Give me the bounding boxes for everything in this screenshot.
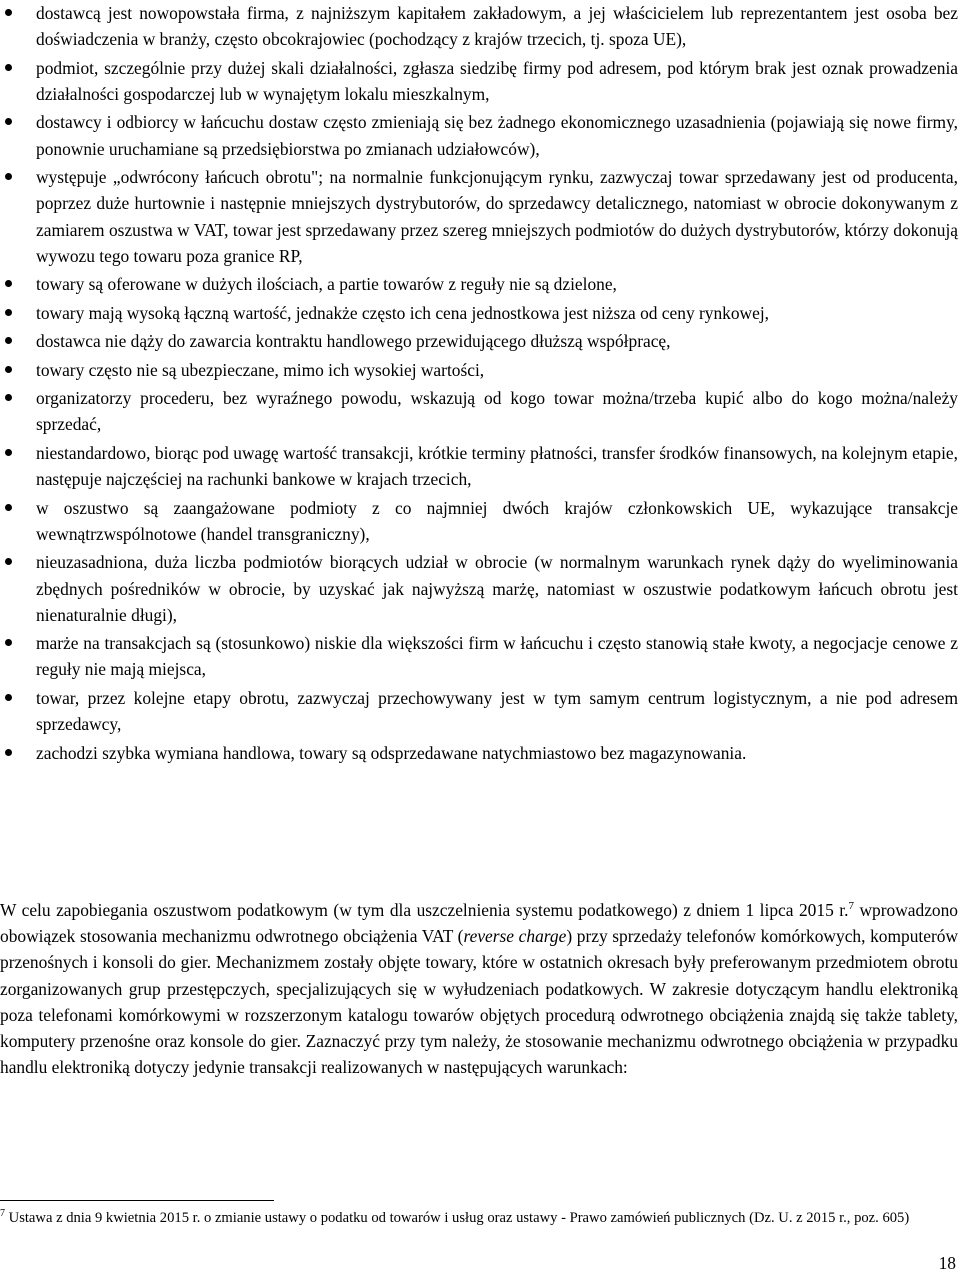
list-item-text: towar, przez kolejne etapy obrotu, zazwyczaj przechowywany jest w tym samym centrum logistycznym, a nie pod adresem sprzedawcy, bbox=[36, 687, 958, 735]
body-paragraph bbox=[0, 897, 958, 1080]
paragraph-text: ) przy sprzedaży telefonów komórkowych, komputerów przenośnych i konsoli do gier. Mechanizmem zostały objęte towary, które w ostatnich okresach były preferowanym przedmiotem obrotu zorganizowanych grup przestępczych, specjalizujących się w wyłudzeniach podatkowych. W zakresie dotyczącym handlu elektroniką poza telefonami komórkowymi w rozszerzonym katalogu towarów objętych procedurą odwrotnego obciążenia znajdą się także tablety, komputery przenośne oraz konsole do gier. Zaznaczyć przy tym należy, że stosowanie mechanizmu odwrotnego obciążenia w przypadku handlu elektroniką dotyczy jedynie transakcji realizowanych w następujących warunkach: bbox=[0, 926, 958, 1078]
page-number: 18 bbox=[938, 1253, 956, 1273]
list-item-text: towary często nie są ubezpieczane, mimo ich wysokiej wartości, bbox=[36, 359, 485, 380]
list-item-text: towary są oferowane w dużych ilościach, a partie towarów z reguły nie są dzielone, bbox=[36, 274, 617, 295]
bullet-icon bbox=[5, 9, 12, 16]
list-item bbox=[0, 740, 958, 766]
list-item-text: dostawcą jest nowopowstała firma, z najniższym kapitałem zakładowym, a jej właścicielem lub reprezentantem jest osoba bez doświadczenia w branży, często obcokrajowiec (pochodzący z krajów trzecich, tj. spoza UE), bbox=[36, 3, 958, 50]
list-item bbox=[0, 630, 958, 682]
paragraph-text: W celu zapobiegania oszustwom podatkowym (w tym dla uszczelnienia systemu podatkowego) z dniem 1 lipca 2015 r. bbox=[0, 900, 849, 920]
list-item-text: niestandardowo, biorąc pod uwagę wartość transakcji, krótkie terminy płatności, transfer środków finansowych, na kolejnym etapie, następuje najczęściej na rachunki bankowe w krajach trzecich, bbox=[36, 442, 958, 490]
list-item-text: organizatorzy procederu, bez wyraźnego powodu, wskazują od kogo towar można/trzeba kupić albo do kogo można/należy sprzedać, bbox=[36, 388, 958, 435]
list-item-text: dostawca nie dąży do zawarcia kontraktu handlowego przewidującego dłuższą współpracę, bbox=[36, 331, 671, 352]
bullet-icon bbox=[5, 749, 12, 756]
footnote-divider bbox=[0, 1200, 274, 1201]
bullet-icon bbox=[5, 309, 12, 316]
list-item bbox=[0, 164, 958, 269]
bullet-icon bbox=[5, 64, 12, 71]
bullet-icon bbox=[5, 449, 12, 456]
bullet-icon bbox=[5, 366, 12, 373]
list-item bbox=[0, 0, 958, 52]
bullet-icon bbox=[5, 394, 12, 401]
list-item-text: w oszustwo są zaangażowane podmioty z co najmniej dwóch krajów członkowskich UE, wykazujące transakcje wewnątrzwspólnotowe (handel transgraniczny), bbox=[36, 497, 958, 544]
list-item bbox=[0, 271, 958, 297]
list-item bbox=[0, 685, 958, 737]
list-item-text: zachodzi szybka wymiana handlowa, towary są odsprzedawane natychmiastowo bez magazynowania. bbox=[36, 742, 747, 763]
list-item-text: podmiot, szczególnie przy dużej skali działalności, zgłasza siedzibę firmy pod adresem, pod którym brak jest oznak prowadzenia działalności gospodarczej lub w wynajętym lokalu mieszkalnym, bbox=[36, 57, 958, 104]
list-item bbox=[0, 440, 958, 492]
bullet-icon bbox=[5, 504, 12, 511]
list-item bbox=[0, 109, 958, 161]
list-item-text: towary mają wysoką łączną wartość, jednakże często ich cena jednostkowa jest niższa od ceny rynkowej, bbox=[36, 302, 770, 323]
bullet-icon bbox=[5, 118, 12, 125]
list-item bbox=[0, 495, 958, 547]
bullet-icon bbox=[5, 694, 12, 701]
list-item-text: marże na transakcjach są (stosunkowo) niskie dla większości firm w łańcuchu i często stanowią stałe kwoty, a negocjacje cenowe z reguły nie mają miejsca, bbox=[36, 633, 958, 680]
footnote bbox=[0, 1208, 958, 1228]
paragraph-italic-term: reverse charge bbox=[463, 926, 567, 947]
bullet-icon bbox=[5, 173, 12, 180]
footnote-number: 7 bbox=[0, 1208, 5, 1220]
list-item bbox=[0, 357, 958, 383]
list-item-text: nieuzasadniona, duża liczba podmiotów biorących udział w obrocie (w normalnym warunkach rynek dąży do wyeliminowania zbędnych pośredników w obrocie, by uzyskać jak najwyższą marżę, natomiast w oszustwie podatkowym łańcuch obrotu jest nienaturalnie długi), bbox=[36, 552, 958, 625]
list-item bbox=[0, 300, 958, 326]
bullet-icon bbox=[5, 558, 12, 565]
footnote-reference: 7 bbox=[848, 900, 854, 913]
footnote-text: Ustawa z dnia 9 kwietnia 2015 r. o zmianie ustawy o podatku od towarów i usług oraz ustawy - Prawo zamówień publicznych (Dz. U. z 2015 r., poz. 605) bbox=[5, 1210, 910, 1226]
list-item bbox=[0, 549, 958, 628]
list-item bbox=[0, 385, 958, 437]
list-item bbox=[0, 55, 958, 107]
paragraph-text: wprowadzono obowiązek stosowania mechanizmu odwrotnego obciążenia VAT ( bbox=[0, 900, 958, 947]
bullet-icon bbox=[5, 639, 12, 646]
bullet-icon bbox=[5, 337, 12, 344]
list-item bbox=[0, 328, 958, 354]
list-item-text: występuje „odwrócony łańcuch obrotu"; na normalnie funkcjonującym rynku, zazwyczaj towar sprzedawany jest od producenta, poprzez duże hurtownie i następnie mniejszych dystrybutorów, do sprzedawcy detalicznego, natomiast w obrocie dokonywanym z zamiarem oszustwa w VAT, towar jest sprzedawany przez szereg mniejszych podmiotów do dużych dystrybutorów, którzy dokonują wywozu tego towaru poza granice RP, bbox=[36, 167, 958, 266]
list-item-text: dostawcy i odbiorcy w łańcuchu dostaw często zmieniają się bez żadnego ekonomicznego uzasadnienia (pojawiają się nowe firmy, ponownie uruchamiane są przedsiębiorstwa po zmianach udziałowców), bbox=[36, 112, 958, 159]
bullet-icon bbox=[5, 280, 12, 287]
